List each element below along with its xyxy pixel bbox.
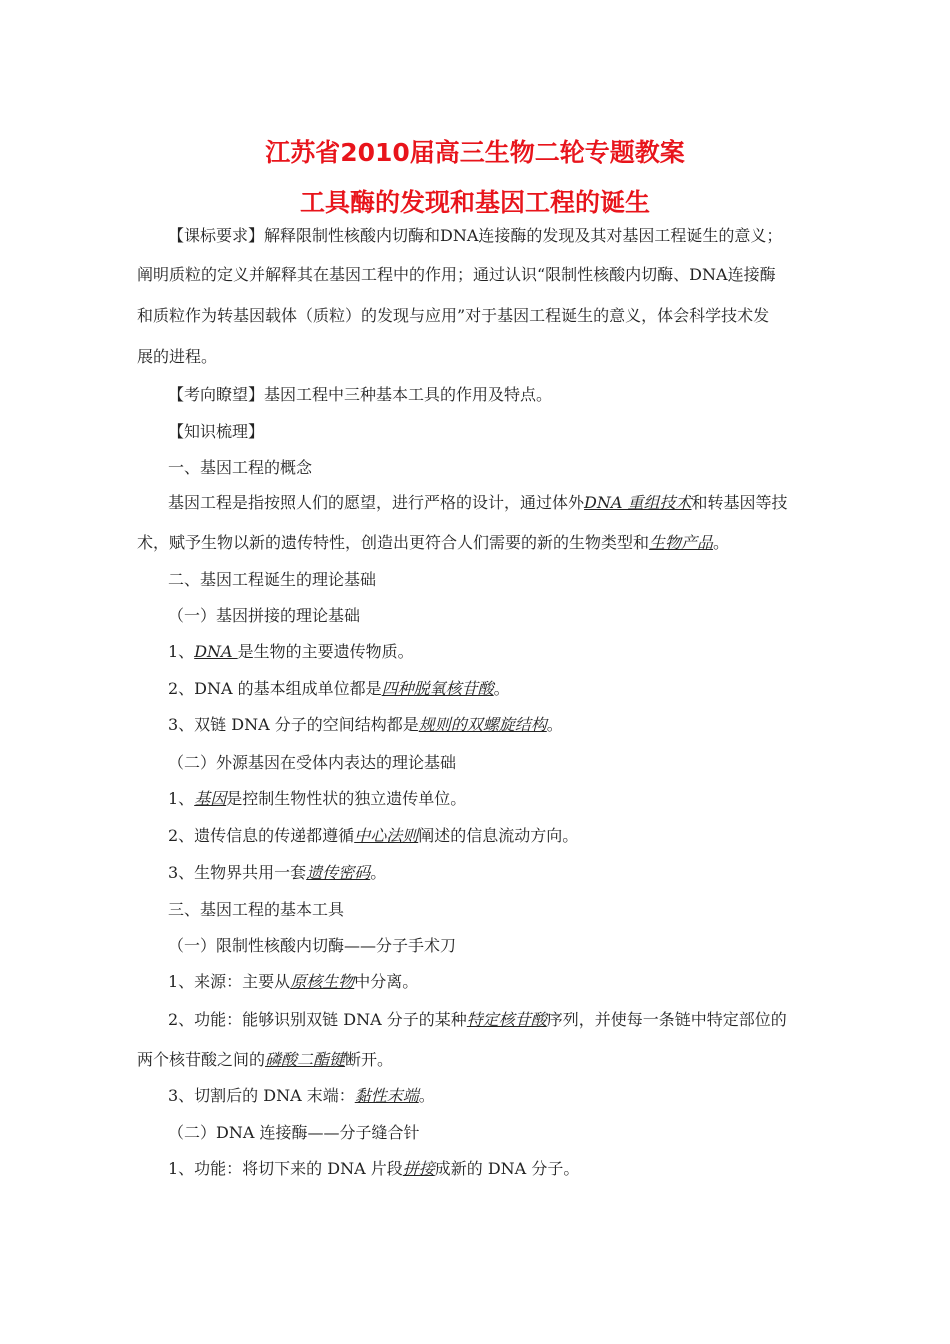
list-item	[168, 1010, 787, 1030]
text: 。	[713, 533, 730, 552]
text: 阐述的信息流动方向。	[418, 826, 579, 845]
text: 序列，并使每一条链中特定部位的	[546, 1010, 787, 1029]
text: 3、切割后的 DNA 末端：	[168, 1086, 355, 1105]
text: 。	[370, 863, 387, 882]
section-2-subheading-1: （一）基因拼接的理论基础	[168, 606, 361, 625]
list-item	[168, 863, 386, 883]
answer-fill: 遗传密码	[306, 863, 371, 882]
text: 是生物的主要遗传物质。	[237, 642, 414, 661]
document-title: 江苏省2010届高三生物二轮专题教案	[265, 138, 685, 167]
section-2-heading: 二、基因工程诞生的理论基础	[168, 570, 377, 589]
text: 2、功能：能够识别双链 DNA 分子的某种	[168, 1010, 467, 1029]
text: 3、双链 DNA 分子的空间结构都是	[168, 715, 419, 734]
text: 1、	[168, 789, 195, 808]
text: 。	[493, 679, 510, 698]
answer-fill: 黏性末端	[354, 1086, 419, 1105]
answer-fill: 生物产品	[649, 533, 714, 552]
answer-fill: 中心法则	[354, 826, 419, 845]
text: 2、DNA 的基本组成单位都是	[168, 679, 382, 698]
section-3-subheading-2: （二）DNA 连接酶——分子缝合针	[168, 1123, 420, 1142]
text: 1、	[168, 642, 195, 661]
text: 和转基因等技	[691, 493, 788, 512]
standards-line-2: 阐明质粒的定义并解释其在基因工程中的作用；通过认识“限制性核酸内切酶、DNA连接酶	[137, 265, 776, 284]
text: 1、功能：将切下来的 DNA 片段	[168, 1159, 403, 1178]
text: 基因工程是指按照人们的愿望，进行严格的设计，通过体外	[168, 493, 585, 512]
section-1-heading: 一、基因工程的概念	[168, 458, 313, 477]
text: 中分离。	[354, 972, 419, 991]
text: 1、来源：主要从	[168, 972, 291, 991]
list-item-continuation	[137, 1050, 393, 1070]
answer-fill: 基因	[194, 789, 227, 808]
section-2-subheading-2: （二）外源基因在受体内表达的理论基础	[168, 753, 457, 772]
section-3-subheading-1: （一）限制性核酸内切酶——分子手术刀	[168, 936, 457, 955]
text: 断开。	[345, 1050, 394, 1069]
answer-fill: 拼接	[402, 1159, 435, 1178]
answer-fill: DNA 重组技术	[584, 493, 692, 512]
list-item	[168, 679, 510, 699]
list-item	[168, 715, 563, 735]
text: 是控制生物性状的独立遗传单位。	[226, 789, 467, 808]
document-subtitle: 工具酶的发现和基因工程的诞生	[299, 188, 650, 217]
answer-fill: 特定核苷酸	[466, 1010, 547, 1029]
section-3-heading: 三、基因工程的基本工具	[168, 900, 345, 919]
exam-outlook: 【考向瞭望】基因工程中三种基本工具的作用及特点。	[168, 385, 553, 404]
text: 成新的 DNA 分子。	[434, 1159, 580, 1178]
standards-line-4: 展的进程。	[137, 347, 218, 366]
standards-line-1: 【课标要求】解释限制性核酸内切酶和DNA连接酶的发现及其对基因工程诞生的意义；	[168, 226, 783, 245]
answer-fill: 规则的双螺旋结构	[418, 715, 547, 734]
text: 2、遗传信息的传递都遵循	[168, 826, 355, 845]
answer-fill: 磷酸二酯键	[265, 1050, 346, 1069]
list-item	[168, 642, 414, 662]
standards-line-3: 和质粒作为转基因载体（质粒）的发现与应用”对于基因工程诞生的意义，体会科学技术发	[137, 306, 770, 325]
text: 3、生物界共用一套	[168, 863, 307, 882]
section-1-paragraph-line-1	[168, 493, 788, 513]
list-item	[168, 789, 466, 809]
section-1-paragraph-line-2	[137, 533, 729, 553]
list-item	[168, 1159, 579, 1179]
text: 两个核苷酸之间的	[137, 1050, 266, 1069]
knowledge-header: 【知识梳理】	[168, 422, 265, 441]
answer-fill: 四种脱氧核苷酸	[381, 679, 494, 698]
text: 。	[546, 715, 563, 734]
text: 。	[418, 1086, 435, 1105]
list-item	[168, 972, 418, 992]
text: 术，赋予生物以新的遗传特性，创造出更符合人们需要的新的生物类型和	[137, 533, 650, 552]
answer-fill: 原核生物	[290, 972, 355, 991]
answer-fill: DNA	[194, 642, 238, 661]
list-item	[168, 1086, 435, 1106]
list-item	[168, 826, 578, 846]
